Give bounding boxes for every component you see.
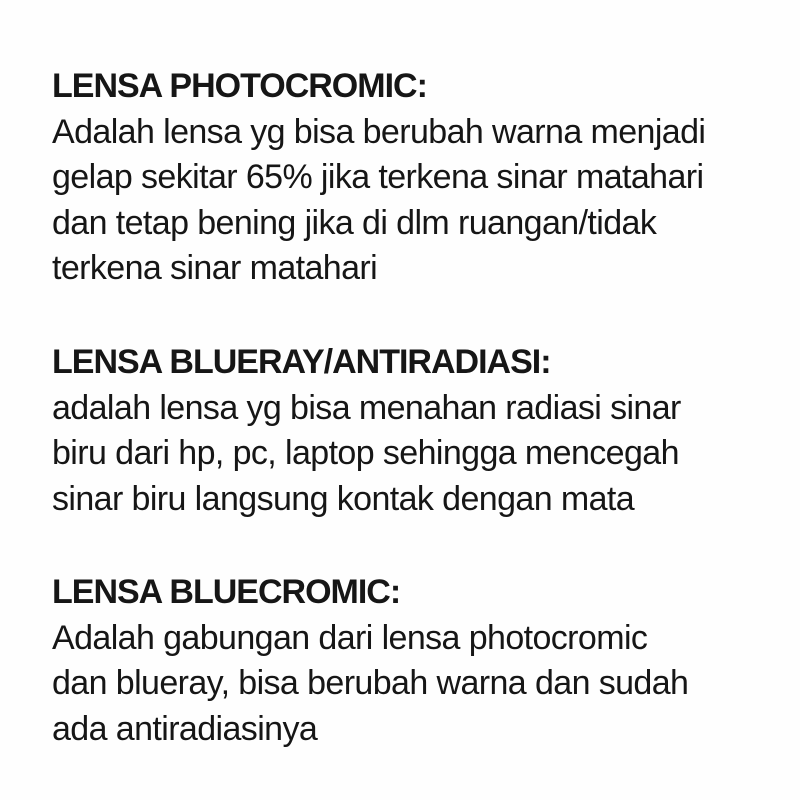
description-line: dan tetap bening jika di dlm ruangan/tidak (52, 203, 657, 242)
section-blueray-antiradiasi (52, 340, 780, 522)
description-line: sinar biru langsung kontak dengan mata (52, 479, 635, 518)
section-bluecromic (52, 570, 780, 752)
description-line: terkena sinar matahari (52, 249, 378, 287)
description-line: adalah lensa yg bisa menahan radiasi sinar (52, 388, 681, 427)
description-line: gelap sekitar 65% jika terkena sinar matahari (52, 158, 704, 196)
section-photocromic (52, 64, 780, 292)
description-line: ada antiradiasinya (52, 709, 318, 748)
description-line: dan blueray, bisa berubah warna dan sudah (52, 664, 689, 702)
section-heading: LENSA PHOTOCROMIC: (52, 67, 427, 105)
description-line: biru dari hp, pc, laptop sehingga mencegah (52, 434, 679, 472)
description-line: Adalah gabungan dari lensa photocromic (52, 618, 648, 657)
section-heading: LENSA BLUERAY/ANTIRADIASI: (52, 343, 551, 381)
section-heading: LENSA BLUECROMIC: (52, 573, 401, 611)
description-line: Adalah lensa yg bisa berubah warna menjadi (52, 112, 706, 151)
